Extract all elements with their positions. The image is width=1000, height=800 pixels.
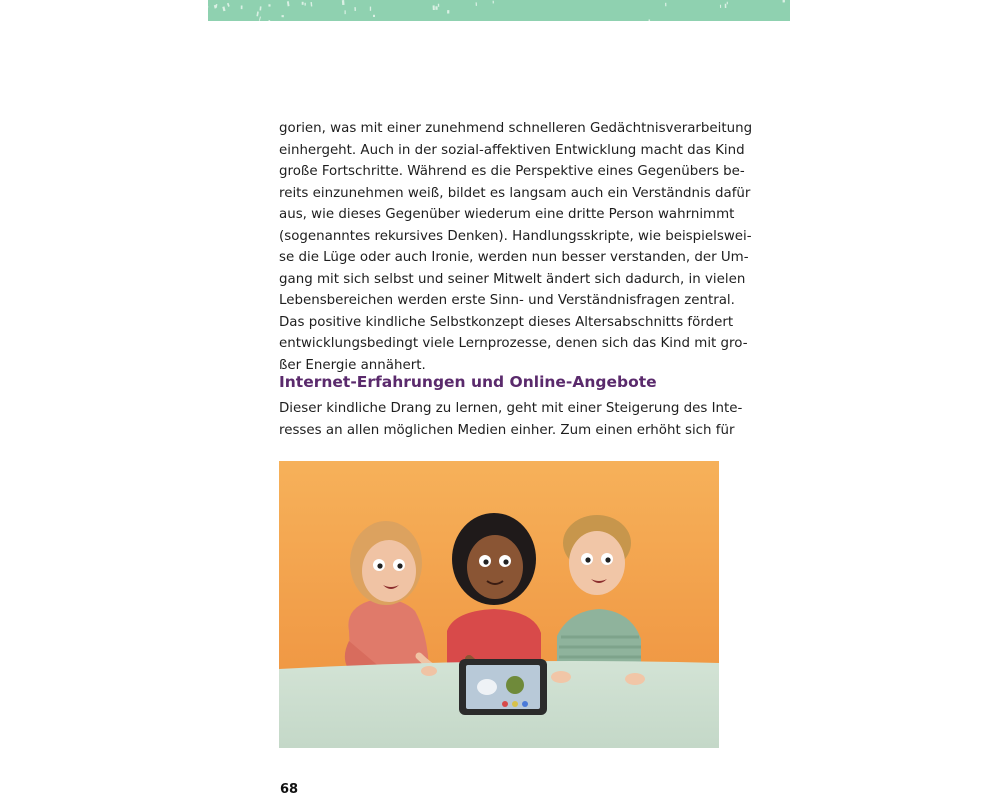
text-line: Lebensbereichen werden erste Sinn- und Verständnisfragen zentral.: [279, 293, 735, 308]
text-line: se die Lüge oder auch Ironie, werden nun besser verstanden, der Um-: [279, 250, 749, 265]
decorative-top-band: [208, 0, 790, 21]
text-line: resses an allen möglichen Medien einher. Zum einen erhöht sich für: [279, 422, 735, 438]
text-line: gang mit sich selbst und seiner Mitwelt ändert sich dadurch, in vielen: [279, 271, 746, 287]
text-line: Das positive kindliche Selbstkonzept dieses Altersabschnitts fördert: [279, 314, 734, 330]
tablet-device: [459, 659, 547, 715]
text-line: entwicklungsbedingt viele Lernprozesse, denen sich das Kind mit gro-: [279, 336, 748, 351]
page-number: 68: [280, 782, 299, 797]
text-line: große Fortschritte. Während es die Perspektive eines Gegenübers be-: [279, 164, 745, 179]
section-heading: Internet-Erfahrungen und Online-Angebote: [279, 373, 657, 391]
text-line: einhergeht. Auch in der sozial-affektiven Entwicklung macht das Kind: [279, 142, 745, 158]
text-line: (sogenanntes rekursives Denken). Handlungsskripte, wie beispielswei-: [279, 228, 752, 244]
body-paragraph: [279, 118, 753, 376]
section-paragraph: [279, 398, 743, 441]
text-line: gorien, was mit einer zunehmend schnelleren Gedächtnisverarbeitung: [279, 121, 753, 136]
text-line: Dieser kindliche Drang zu lernen, geht mit einer Steigerung des Inte-: [279, 401, 743, 416]
text-line: aus, wie dieses Gegenüber wiederum eine dritte Person wahrnimmt: [279, 207, 735, 222]
text-line: reits einzunehmen weiß, bildet es langsam auch ein Verständnis dafür: [279, 185, 751, 201]
children-tablet-illustration: [279, 461, 719, 748]
text-line: ßer Energie annähert.: [279, 357, 426, 373]
